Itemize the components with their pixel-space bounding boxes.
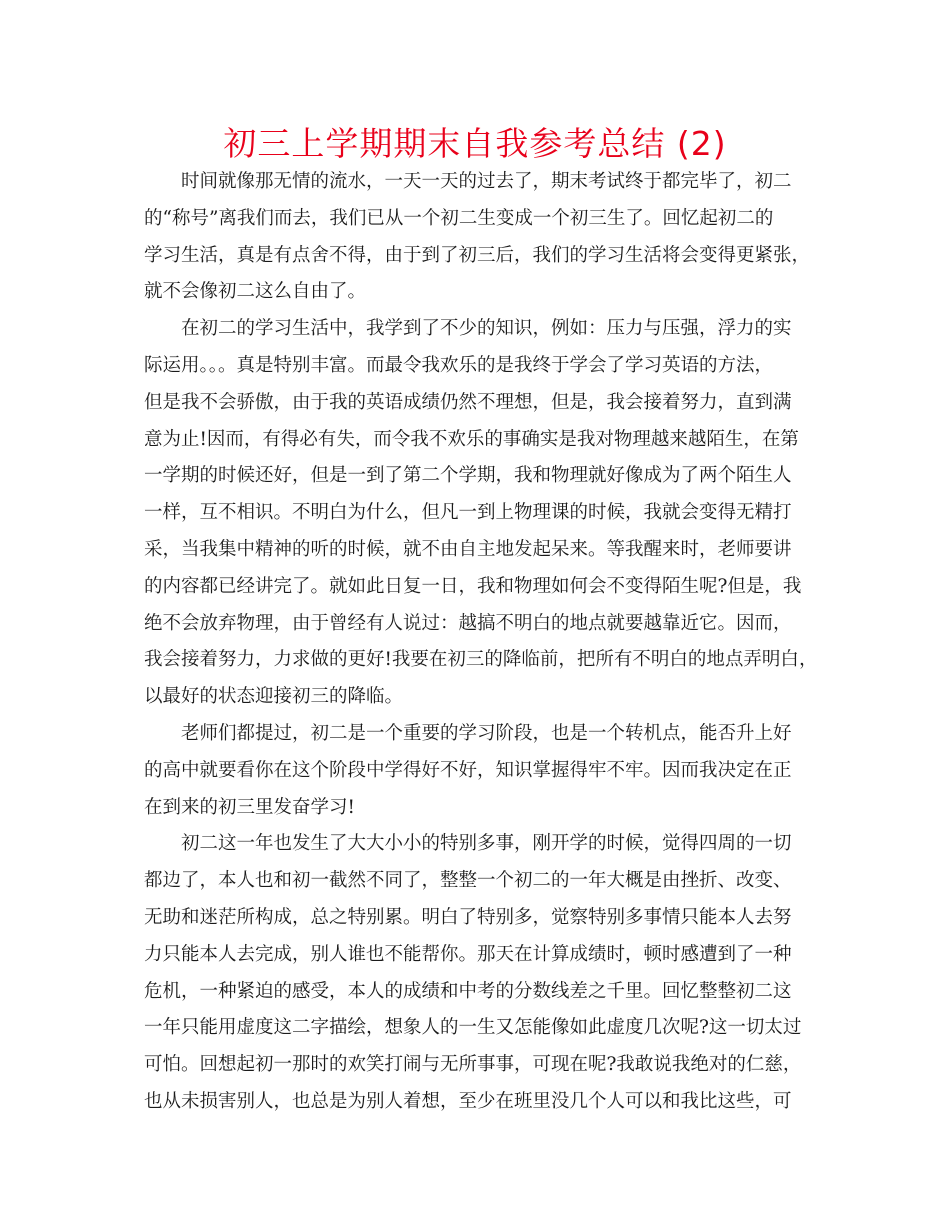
text-line: 学习生活，真是有点舍不得，由于到了初三后，我们的学习生活将会变得更紧张， [144, 244, 811, 266]
document-title: 初三上学期期末自我参考总结 (2) [223, 124, 727, 163]
text-line: 以最好的状态迎接初三的降临。 [144, 686, 404, 708]
text-line: 但是我不会骄傲，由于我的英语成绩仍然不理想，但是，我会接着努力，直到满 [144, 391, 792, 413]
paragraph [144, 164, 824, 311]
paragraph [144, 716, 824, 826]
text-line: 的内容都已经讲完了。就如此日复一日，我和物理如何会不变得陌生呢?但是，我 [144, 575, 802, 597]
text-line: 无助和迷茫所构成，总之特别累。明白了特别多，觉察特别多事情只能本人去努 [144, 906, 792, 928]
text-line: 时间就像那无情的流水，一天一天的过去了，期末考试终于都完毕了，初二 [181, 171, 792, 192]
text-line: 就不会像初二这么自由了。 [144, 281, 367, 303]
text-line: 意为止!因而，有得必有失，而令我不欢乐的事确实是我对物理越来越陌生，在第 [144, 428, 799, 450]
paragraph [144, 311, 824, 716]
text-line: 一年只能用虚度这二字描绘，想象人的一生又怎能像如此虚度几次呢?这一切太过 [144, 1017, 802, 1039]
text-line: 都边了，本人也和初一截然不同了，整整一个初二的一年大概是由挫折、改变、 [144, 870, 792, 892]
text-line: 也从未损害别人，也总是为别人着想，至少在班里没几个人可以和我比这些，可 [144, 1090, 792, 1112]
paragraph [144, 826, 824, 1120]
text-line: 在初二的学习生活中，我学到了不少的知识，例如：压力与压强，浮力的实 [181, 318, 792, 340]
text-line: 老师们都提过，初二是一个重要的学习阶段，也是一个转机点，能否升上好 [181, 722, 792, 744]
text-line: 力只能本人去完成，别人谁也不能帮你。那天在计算成绩时，顿时感遭到了一种 [144, 943, 792, 965]
text-line: 绝不会放弃物理，由于曾经有人说过：越搞不明白的地点就要越靠近它。因而， [144, 612, 792, 634]
document-body [144, 164, 824, 1121]
text-line: 一样，互不相识。不明白为什么，但凡一到上物理课的时候，我就会变得无精打 [144, 502, 792, 524]
text-line: 一学期的时候还好，但是一到了第二个学期，我和物理就好像成为了两个陌生人 [144, 465, 792, 487]
text-line: 际运用。。。真是特别丰富。而最令我欢乐的是我终于学会了学习英语的方法， [144, 354, 774, 376]
text-line: 可怕。回想起初一那时的欢笑打闹与无所事事，可现在呢?我敢说我绝对的仁慈， [144, 1054, 802, 1076]
text-line: 的“称号”离我们而去，我们已从一个初二生变成一个初三生了。回忆起初二的 [144, 207, 774, 229]
text-line: 的高中就要看你在这个阶段中学得好不好，知识掌握得牢不牢。因而我决定在正 [144, 759, 792, 781]
text-line: 采，当我集中精神的听的时候，就不由自主地发起呆来。等我醒来时，老师要讲 [144, 538, 792, 560]
text-line: 初二这一年也发生了大大小小的特别多事，刚开学的时候，觉得四周的一切 [181, 833, 792, 855]
text-line: 我会接着努力，力求做的更好!我要在初三的降临前，把所有不明白的地点弄明白， [144, 649, 818, 671]
text-line: 在到来的初三里发奋学习! [144, 796, 355, 818]
text-line: 危机，一种紧迫的感受，本人的成绩和中考的分数线差之千里。回忆整整初二这 [144, 980, 792, 1002]
